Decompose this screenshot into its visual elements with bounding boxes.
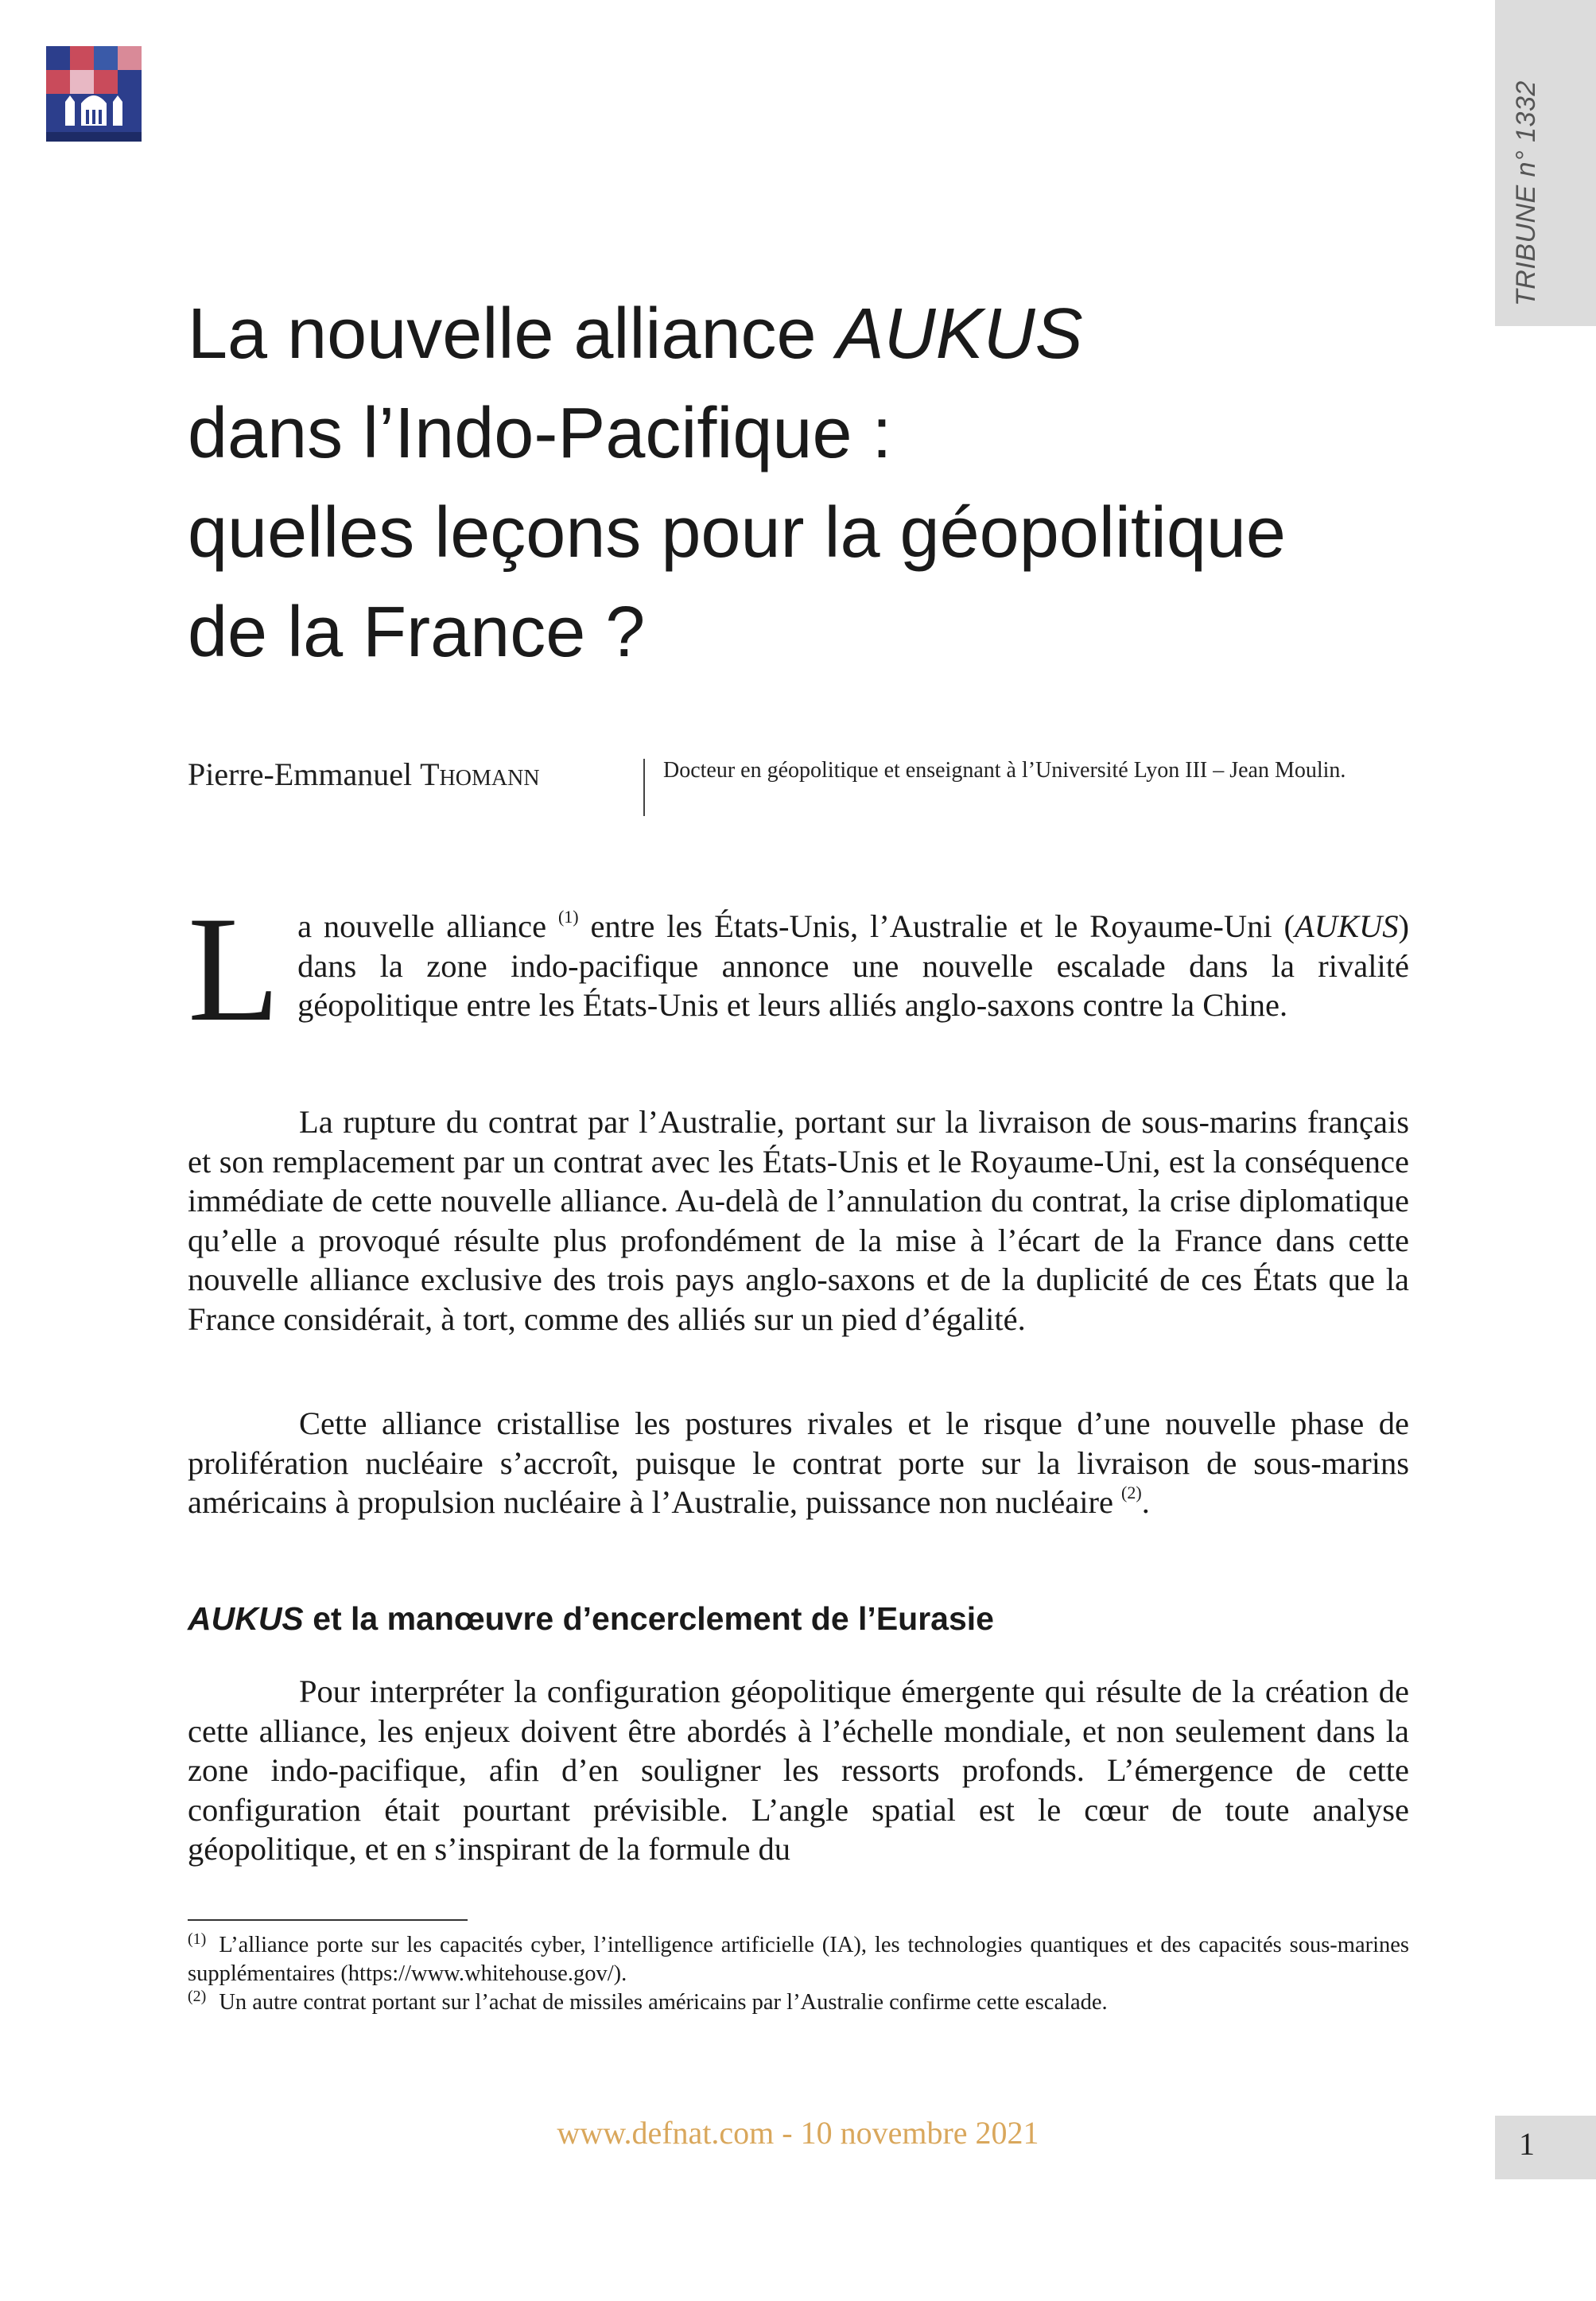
- title-line-4: de la France ?: [188, 593, 646, 672]
- title-line-3: quelles leçons pour la géopolitique: [188, 493, 1286, 573]
- footnote-divider: [188, 1919, 468, 1921]
- footnote-ref-2[interactable]: (2): [1121, 1483, 1142, 1502]
- paragraph-3: Cette alliance cristallise les postures rivales et le risque d’une nouvelle phase de prolifération nucléaire s’accroît, puisque le contrat porte sur la livraison de sous-marins américains à propulsion nucléaire à l’Australie, puissance non nucléaire $^{(2)}$.: [188, 1405, 1409, 1520]
- footer-url-date[interactable]: www.defnat.com - 10 novembre 2021: [557, 2115, 1039, 2151]
- footnote-2: $^{(2)}$ Un autre contrat portant sur l’achat de missiles américains par l’Australie confirme cette escalade.: [188, 1988, 1108, 2015]
- title-line-1: La nouvelle alliance AUKUS: [188, 294, 1083, 374]
- author-bio: Docteur en géopolitique et enseignant à l’Université Lyon III – Jean Moulin.: [663, 758, 1346, 783]
- section-heading: AUKUS et la manœuvre d’encerclement de l’Eurasie: [188, 1600, 994, 1637]
- author-divider: [643, 759, 645, 816]
- footnote-1: $^{(1)}$ L’alliance porte sur les capacités cyber, l’intelligence artificielle (IA), les technologies quantiques et des capacités sous-marines supplémentaires (https://www.whitehouse.gov/).: [188, 1930, 1409, 1986]
- paragraph-intro: La nouvelle alliance $^{(1)}$ entre les États-Unis, l’Australie et le Royaume-Uni (AUKUS) dans la zone indo-pacifique annonce une nouvelle escalade dans la rivalité géopolitique entre les États-Unis et leurs alliés anglo-saxons contre la Chine.: [188, 886, 1410, 1053]
- author-name: Pierre-Emmanuel Thomann: [188, 756, 540, 792]
- page-number-tab: [1495, 2116, 1596, 2179]
- paragraph-4: Pour interpréter la configuration géopolitique émergente qui résulte de la création de cette alliance, les enjeux doivent être abordés à l’échelle mondiale, et non seulement dans la zone indo-pacifique, afin d’en souligner les ressorts profonds. L’émergence de cette configuration était pourtant prévisible. L’angle spatial est le cœur de toute analyse géopolitique, et en s’inspirant de la formule du: [188, 1673, 1409, 1867]
- footnote-ref-1[interactable]: (1): [557, 907, 579, 927]
- title-line-2: dans l’Indo-Pacifique :: [188, 394, 892, 473]
- tribune-label: TRIBUNE n° 1332: [1511, 80, 1541, 306]
- author-block: [188, 756, 1412, 819]
- drop-cap: L: [188, 886, 281, 1053]
- title-italic: AUKUS: [836, 294, 1083, 374]
- page-number: 1: [1519, 2126, 1535, 2162]
- page-title: [188, 285, 1428, 682]
- paragraph-2: La rupture du contrat par l’Australie, portant sur la livraison de sous-marins français et son remplacement par un contrat avec les États-Unis et le Royaume-Uni, est la conséquence immédiate de cette nouvelle alliance. Au-delà de l’annulation du contrat, la crise diplomatique qu’elle a provoqué résulte plus profondément de la mise à l’écart de la France dans cette nouvelle alliance exclusive des trois pays anglo-saxons et de la duplicité de ces États que la France considérait, à tort, comme des alliés sur un pied d’égalité.: [188, 1104, 1409, 1337]
- author-last-name: Thomann: [420, 756, 540, 792]
- institution-logo: [46, 46, 142, 142]
